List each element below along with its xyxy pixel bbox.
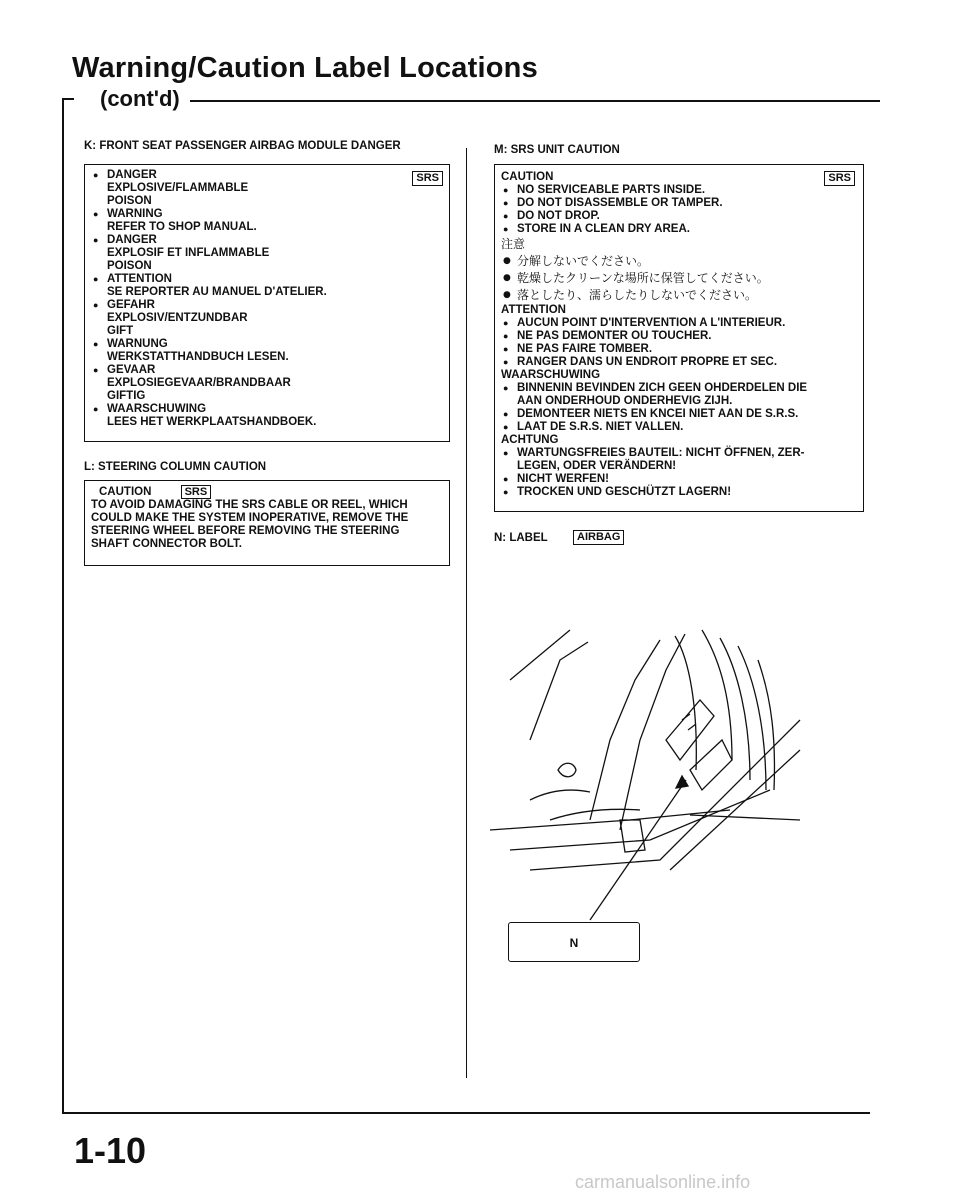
page-subtitle: (cont'd) [100,86,180,111]
label-line: ● NE PAS DEMONTER OU TOUCHER. [501,330,857,343]
section-l-lines [91,499,443,551]
label-line: POISON [107,260,152,272]
header-rule [190,100,880,102]
n-callout-box [508,922,640,962]
label-line: ● DEMONTEER NIETS EN KNCEI NIET AAN DE S.R.S. [501,408,857,421]
label-line: WAARSCHUWING [501,369,601,381]
section-l-caution: CAUTION [99,486,152,498]
label-line: REFER TO SHOP MANUAL. [107,221,257,233]
label-line: ● GEVAAR [91,364,443,377]
srs-tag: SRS [824,171,855,186]
section-m-label-box [494,164,864,512]
section-l-caution-row [91,486,443,499]
label-line: ● NICHT WERFEN! [501,473,857,486]
label-line: ● WARNUNG [91,338,443,351]
label-line: ● BINNENIN BEVINDEN ZICH GEEN OHDERDELEN DIE [501,382,857,395]
label-line: ACHTUNG [501,434,559,446]
label-line: TO AVOID DAMAGING THE SRS CABLE OR REEL, WHICH [91,499,408,511]
label-line: SE REPORTER AU MANUEL D'ATELIER. [107,286,327,298]
label-line: EXPLOSIV/ENTZUNDBAR [107,312,248,324]
label-line: ● TROCKEN UND GESCHÜTZT LAGERN! [501,486,857,499]
label-line: LEGEN, ODER VERÄNDERN! [517,460,677,472]
label-line: AAN ONDERHOUD ONDERHEVIG ZIJH. [517,395,733,407]
section-k-label-box [84,164,450,442]
label-line: LEES HET WERKPLAATSHANDBOEK. [107,416,317,428]
label-line: ● RANGER DANS UN ENDROIT PROPRE ET SEC. [501,356,857,369]
label-line: ● WAARSCHUWING [91,403,443,416]
section-m-lines [501,171,857,499]
srs-tag: SRS [181,485,212,499]
label-line: EXPLOSIF ET INFLAMMABLE [107,247,270,259]
label-line: ● LAAT DE S.R.S. NIET VALLEN. [501,421,857,434]
label-line: ● NE PAS FAIRE TOMBER. [501,343,857,356]
srs-tag: SRS [412,171,443,186]
bottom-frame-rule [62,1112,870,1114]
label-line: CAUTION [501,171,554,183]
section-l-heading: L: STEERING COLUMN CAUTION [84,461,267,473]
label-line: ● DANGER [91,234,443,247]
page-number: 1-10 [74,1130,147,1171]
label-line: ● ATTENTION [91,273,443,286]
section-n-heading: N: LABEL [494,532,548,544]
label-line: ● 分解しないでください。 [501,253,857,270]
label-line: 注意 [501,237,526,251]
watermark: carmanualsonline.info [575,1172,751,1192]
label-line: COULD MAKE THE SYSTEM INOPERATIVE, REMOVE THE [91,512,409,524]
label-line: ● WARTUNGSFREIES BAUTEIL: NICHT ÖFFNEN, ZER- [501,447,857,460]
label-line: WERKSTATTHANDBUCH LESEN. [107,351,289,363]
label-line: EXPLOSIVE/FLAMMABLE [107,182,249,194]
section-m-heading: M: SRS UNIT CAUTION [494,144,620,156]
n-callout-label: N [569,936,579,950]
label-line: ● STORE IN A CLEAN DRY AREA. [501,223,857,236]
label-line: ● GEFAHR [91,299,443,312]
page-title: Warning/Caution Label Locations [72,52,538,84]
label-line: ● AUCUN POINT D'INTERVENTION A L'INTERIEUR. [501,317,857,330]
label-line: ● DO NOT DISASSEMBLE OR TAMPER. [501,197,857,210]
section-k-heading: K: FRONT SEAT PASSENGER AIRBAG MODULE DANGER [84,140,401,152]
door-jamb-illustration [470,620,870,940]
label-line: ● DANGER [91,169,443,182]
label-line: POISON [107,195,152,207]
label-line: ● 落としたり、濡らしたりしないでください。 [501,287,857,304]
column-divider [466,148,467,1078]
label-line: ● 乾燥したクリーンな場所に保管してください。 [501,270,857,287]
label-line: GIFTIG [107,390,146,402]
label-line: SHAFT CONNECTOR BOLT. [91,538,242,550]
section-k-lines [91,169,443,429]
label-line: ● WARNING [91,208,443,221]
label-line: ● DO NOT DROP. [501,210,857,223]
label-line: STEERING WHEEL BEFORE REMOVING THE STEERING [91,525,400,537]
left-frame-rule [62,98,64,1113]
label-line: EXPLOSIEGEVAAR/BRANDBAAR [107,377,291,389]
label-line: GIFT [107,325,134,337]
section-l-label-box [84,480,450,566]
airbag-tag: AIRBAG [573,530,624,545]
label-line: ATTENTION [501,304,566,316]
label-line: ● NO SERVICEABLE PARTS INSIDE. [501,184,857,197]
